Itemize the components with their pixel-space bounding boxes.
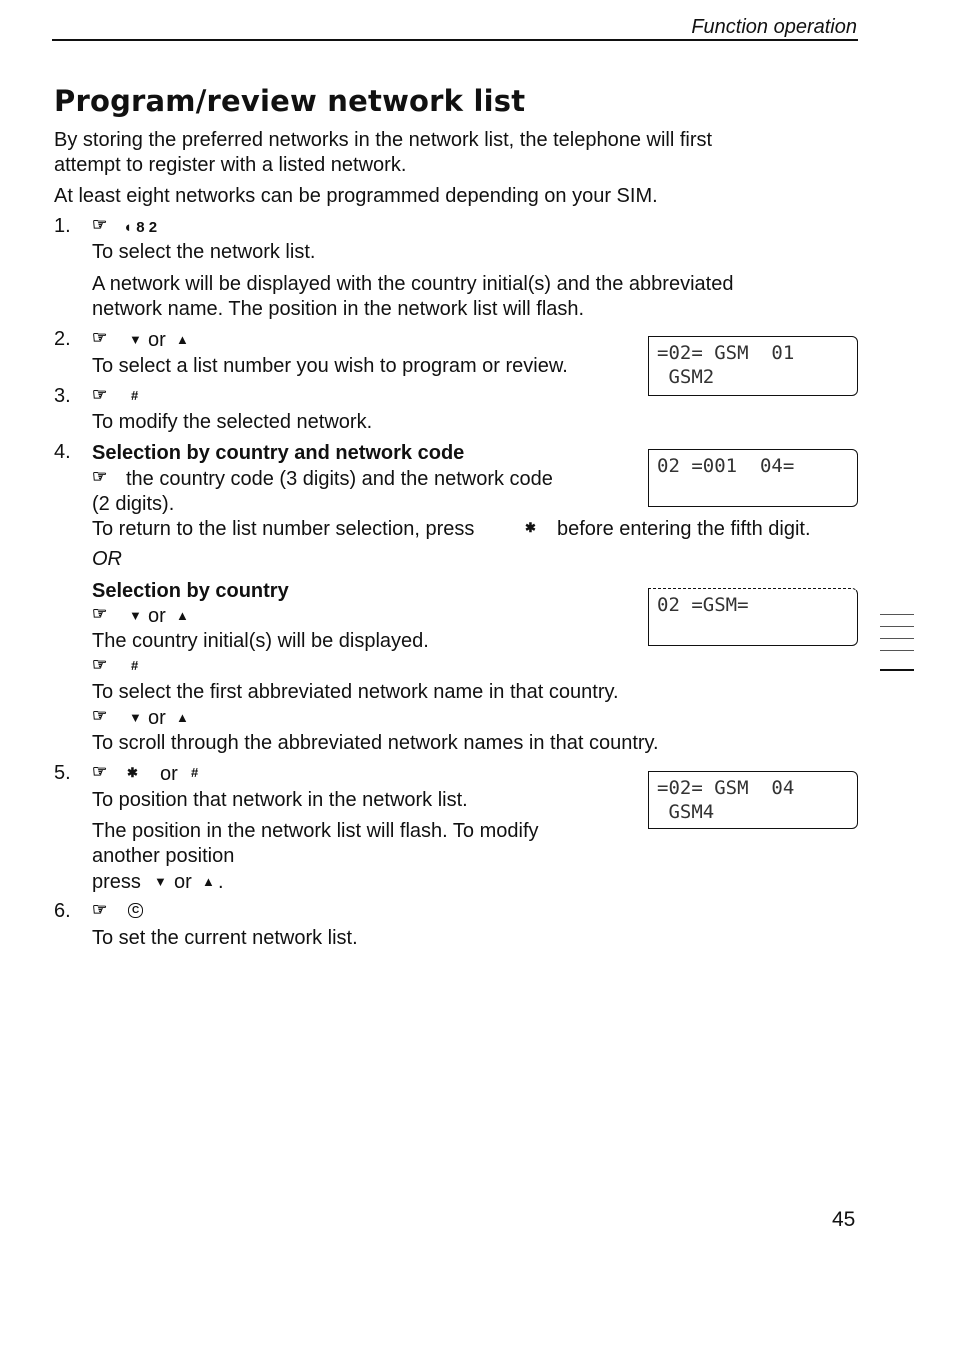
star-key-icon: ✱ bbox=[127, 765, 138, 780]
clear-key-icon: C bbox=[128, 903, 143, 918]
margin-mark bbox=[880, 626, 914, 627]
pointing-hand-icon: ☞ bbox=[92, 328, 109, 347]
page-title: Program/review network list bbox=[54, 84, 526, 118]
lcd-display-4: =02= GSM 04 GSM4 bbox=[648, 771, 858, 829]
section-heading: Selection by country and network code bbox=[92, 442, 465, 464]
pointing-hand-icon: ☞ bbox=[92, 604, 109, 623]
pointing-hand-icon: ☞ bbox=[92, 655, 109, 674]
step-3-desc: To modify the selected network. bbox=[92, 411, 373, 433]
step-1-desc: To select the network list. bbox=[92, 241, 316, 263]
step-5-line-2: The position in the network list will flash. To modify bbox=[92, 820, 539, 842]
step-number: 3. bbox=[54, 385, 71, 407]
or-text: or bbox=[148, 329, 166, 351]
margin-mark bbox=[880, 669, 914, 671]
lcd-display-3: 02 =GSM= bbox=[648, 588, 858, 646]
step-4-line-6: To scroll through the abbreviated network names in that country. bbox=[92, 732, 659, 754]
step-4-line-1: the country code (3 digits) and the network code bbox=[126, 468, 553, 490]
margin-mark bbox=[880, 650, 914, 651]
step-6-desc: To set the current network list. bbox=[92, 927, 358, 949]
header-rule bbox=[52, 39, 858, 41]
step-5-line-4a: press bbox=[92, 871, 141, 893]
header-section-title: Function operation bbox=[691, 16, 857, 38]
pointing-hand-icon: ☞ bbox=[92, 215, 109, 234]
step-1-note-2: network name. The position in the network list will flash. bbox=[92, 298, 585, 320]
intro-line-3: At least eight networks can be programmed depending on your SIM. bbox=[54, 185, 658, 207]
step-number: 5. bbox=[54, 762, 71, 784]
pointing-hand-icon: ☞ bbox=[92, 706, 109, 725]
hash-key-icon: # bbox=[191, 765, 199, 780]
or-text: or bbox=[148, 707, 166, 729]
up-arrow-key-icon: ▲ bbox=[176, 710, 189, 725]
step-4-line-2: (2 digits). bbox=[92, 493, 175, 515]
hash-key-icon: # bbox=[131, 388, 139, 403]
intro-line-2: attempt to register with a listed network. bbox=[54, 154, 407, 176]
step-number: 2. bbox=[54, 328, 71, 350]
down-arrow-key-icon: ▼ bbox=[129, 608, 142, 623]
margin-mark bbox=[880, 614, 914, 615]
lcd-display-2: 02 =001 04= bbox=[648, 449, 858, 507]
step-1-note-1: A network will be displayed with the country initial(s) and the abbreviated bbox=[92, 273, 734, 295]
or-text: or bbox=[174, 871, 192, 893]
pointing-hand-icon: ☞ bbox=[92, 900, 109, 919]
step-number: 4. bbox=[54, 441, 71, 463]
step-5-line-3: another position bbox=[92, 845, 235, 867]
step-5-line-1: To position that network in the network list. bbox=[92, 789, 468, 811]
intro-line-1: By storing the preferred networks in the network list, the telephone will first bbox=[54, 129, 713, 151]
down-arrow-key-icon: ▼ bbox=[129, 710, 142, 725]
step-number: 1. bbox=[54, 215, 71, 237]
hash-key-icon: # bbox=[131, 658, 139, 673]
lcd-display-1: =02= GSM 01 GSM2 bbox=[648, 336, 858, 396]
step-4-line-3: To return to the list number selection, press bbox=[92, 518, 475, 540]
down-arrow-key-icon: ▼ bbox=[154, 874, 167, 889]
page-number: 45 bbox=[832, 1208, 856, 1231]
pointing-hand-icon: ☞ bbox=[92, 385, 109, 404]
section-heading: Selection by country bbox=[92, 580, 289, 602]
star-key-icon: ✱ bbox=[525, 520, 536, 535]
or-label: OR bbox=[92, 548, 122, 570]
step-4-line-5: To select the first abbreviated network name in that country. bbox=[92, 681, 619, 703]
step-2-desc: To select a list number you wish to program or review. bbox=[92, 355, 568, 377]
period-text: . bbox=[218, 871, 224, 893]
down-arrow-key-icon: ▼ bbox=[129, 332, 142, 347]
menu-key-icons: ◖ 8 2 bbox=[123, 219, 158, 236]
step-4-line-3b: before entering the fifth digit. bbox=[557, 518, 811, 540]
or-text: or bbox=[160, 763, 178, 785]
pointing-hand-icon: ☞ bbox=[92, 467, 109, 486]
or-text: or bbox=[148, 605, 166, 627]
up-arrow-key-icon: ▲ bbox=[176, 608, 189, 623]
up-arrow-key-icon: ▲ bbox=[176, 332, 189, 347]
margin-mark bbox=[880, 638, 914, 639]
pointing-hand-icon: ☞ bbox=[92, 762, 109, 781]
up-arrow-key-icon: ▲ bbox=[202, 874, 215, 889]
step-4-line-4: The country initial(s) will be displayed. bbox=[92, 630, 429, 652]
step-number: 6. bbox=[54, 900, 71, 922]
